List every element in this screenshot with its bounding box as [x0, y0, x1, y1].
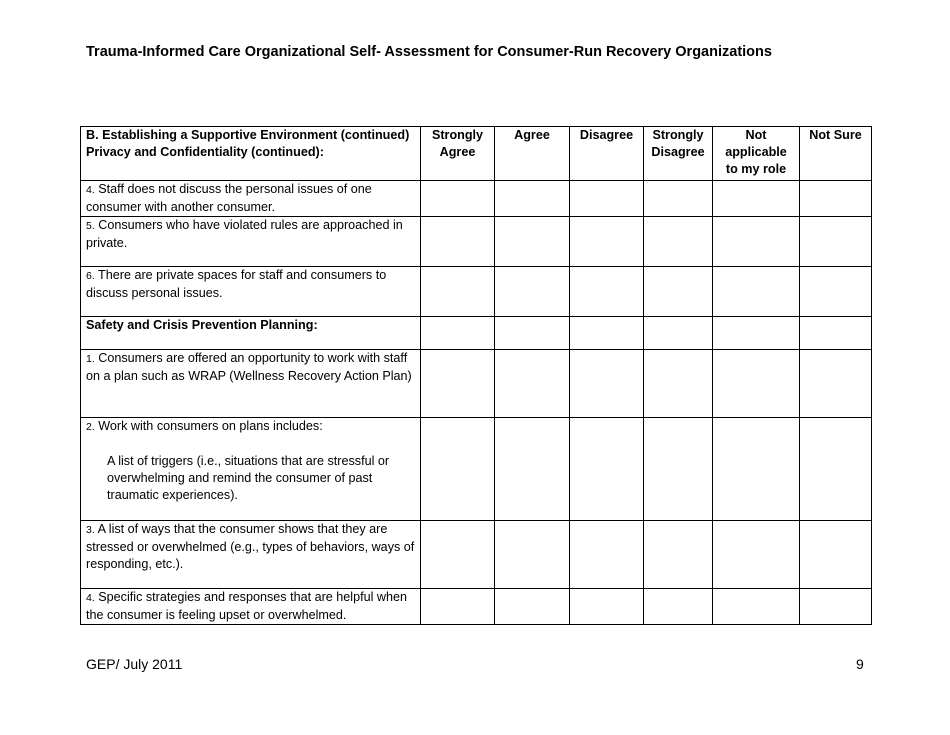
- item-statement: Work with consumers on plans includes:: [98, 419, 323, 433]
- rating-cell-strongly-disagree[interactable]: [644, 521, 713, 589]
- footer-date: GEP/ July 2011: [86, 656, 183, 672]
- rating-cell-not-sure[interactable]: [800, 589, 872, 625]
- item-number: 4.: [86, 184, 95, 196]
- rating-cell-agree[interactable]: [495, 350, 570, 418]
- table-row: [81, 217, 872, 267]
- rating-cell-strongly-agree[interactable]: [421, 589, 495, 625]
- column-header-strongly-disagree: Strongly Disagree: [644, 127, 713, 181]
- empty-cell: [713, 317, 800, 350]
- rating-cell-not-applicable[interactable]: [713, 181, 800, 217]
- item-number: 6.: [86, 270, 95, 282]
- rating-cell-not-applicable[interactable]: [713, 350, 800, 418]
- empty-cell: [800, 317, 872, 350]
- rating-cell-not-applicable[interactable]: [713, 418, 800, 521]
- section-header-title: B. Establishing a Supportive Environment (continued): [86, 128, 410, 142]
- rating-cell-strongly-agree[interactable]: [421, 181, 495, 217]
- rating-cell-not-applicable[interactable]: [713, 589, 800, 625]
- item-text: [81, 418, 421, 521]
- rating-cell-not-sure[interactable]: [800, 418, 872, 521]
- item-number: 5.: [86, 220, 95, 232]
- rating-cell-not-sure[interactable]: [800, 267, 872, 317]
- item-text: [81, 217, 421, 267]
- rating-cell-strongly-disagree[interactable]: [644, 589, 713, 625]
- header-row: [81, 127, 872, 181]
- rating-cell-not-applicable[interactable]: [713, 217, 800, 267]
- item-number: 1.: [86, 353, 95, 365]
- section-row: [81, 317, 872, 350]
- item-text: [81, 181, 421, 217]
- rating-cell-not-sure[interactable]: [800, 217, 872, 267]
- item-statement: Consumers are offered an opportunity to work with staff on a plan such as WRAP (Wellness Recovery Action Plan): [86, 351, 412, 383]
- table-row: [81, 267, 872, 317]
- rating-cell-agree[interactable]: [495, 418, 570, 521]
- column-header-not-sure: Not Sure: [800, 127, 872, 181]
- rating-cell-disagree[interactable]: [570, 181, 644, 217]
- item-statement: Specific strategies and responses that are helpful when the consumer is feeling upset or overwhelmed.: [86, 590, 407, 622]
- column-header-strongly-agree: Strongly Agree: [421, 127, 495, 181]
- rating-cell-strongly-agree[interactable]: [421, 521, 495, 589]
- rating-cell-strongly-disagree[interactable]: [644, 181, 713, 217]
- rating-cell-strongly-disagree[interactable]: [644, 217, 713, 267]
- rating-cell-strongly-disagree[interactable]: [644, 418, 713, 521]
- rating-cell-disagree[interactable]: [570, 350, 644, 418]
- column-header-disagree: Disagree: [570, 127, 644, 181]
- document-title: Trauma-Informed Care Organizational Self- Assessment for Consumer-Run Recovery Organizations: [86, 44, 772, 60]
- rating-cell-strongly-agree[interactable]: [421, 267, 495, 317]
- empty-cell: [421, 317, 495, 350]
- item-text: [81, 589, 421, 625]
- table-row: [81, 350, 872, 418]
- item-number: 3.: [86, 524, 95, 536]
- table-row: [81, 418, 872, 521]
- rating-cell-agree[interactable]: [495, 217, 570, 267]
- rating-cell-disagree[interactable]: [570, 521, 644, 589]
- rating-cell-disagree[interactable]: [570, 217, 644, 267]
- item-text: [81, 267, 421, 317]
- item-text: [81, 350, 421, 418]
- table-row: [81, 589, 872, 625]
- table-row: [81, 181, 872, 217]
- assessment-table: [80, 126, 872, 625]
- rating-cell-strongly-agree[interactable]: [421, 350, 495, 418]
- rating-cell-agree[interactable]: [495, 521, 570, 589]
- item-statement: Consumers who have violated rules are approached in private.: [86, 218, 403, 250]
- table-row: [81, 521, 872, 589]
- item-statement: Staff does not discuss the personal issues of one consumer with another consumer.: [86, 182, 372, 214]
- section-header-subtitle: Privacy and Confidentiality (continued):: [86, 145, 324, 159]
- rating-cell-not-applicable[interactable]: [713, 267, 800, 317]
- item-statement: There are private spaces for staff and consumers to discuss personal issues.: [86, 268, 387, 300]
- rating-cell-disagree[interactable]: [570, 267, 644, 317]
- column-header-agree: Agree: [495, 127, 570, 181]
- rating-cell-agree[interactable]: [495, 181, 570, 217]
- empty-cell: [644, 317, 713, 350]
- rating-cell-strongly-disagree[interactable]: [644, 350, 713, 418]
- rating-cell-agree[interactable]: [495, 267, 570, 317]
- rating-cell-agree[interactable]: [495, 589, 570, 625]
- rating-cell-strongly-agree[interactable]: [421, 217, 495, 267]
- rating-cell-strongly-disagree[interactable]: [644, 267, 713, 317]
- section-header: [81, 127, 421, 181]
- empty-cell: [570, 317, 644, 350]
- rating-cell-disagree[interactable]: [570, 418, 644, 521]
- rating-cell-strongly-agree[interactable]: [421, 418, 495, 521]
- section-label-safety: Safety and Crisis Prevention Planning:: [81, 317, 421, 350]
- item-statement: A list of ways that the consumer shows that they are stressed or overwhelmed (e.g., types of behaviors, ways of responding, etc.).: [86, 522, 415, 571]
- column-header-not-applicable: Not applicable to my role: [713, 127, 800, 181]
- item-number: 4.: [86, 592, 95, 604]
- item-text: [81, 521, 421, 589]
- rating-cell-disagree[interactable]: [570, 589, 644, 625]
- rating-cell-not-sure[interactable]: [800, 181, 872, 217]
- empty-cell: [495, 317, 570, 350]
- rating-cell-not-applicable[interactable]: [713, 521, 800, 589]
- item-subtext: A list of triggers (i.e., situations that are stressful or overwhelming and remind the consumer of past traumatic experiences).: [107, 454, 390, 502]
- item-number: 2.: [86, 421, 95, 433]
- rating-cell-not-sure[interactable]: [800, 521, 872, 589]
- rating-cell-not-sure[interactable]: [800, 350, 872, 418]
- page-number: 9: [856, 656, 864, 672]
